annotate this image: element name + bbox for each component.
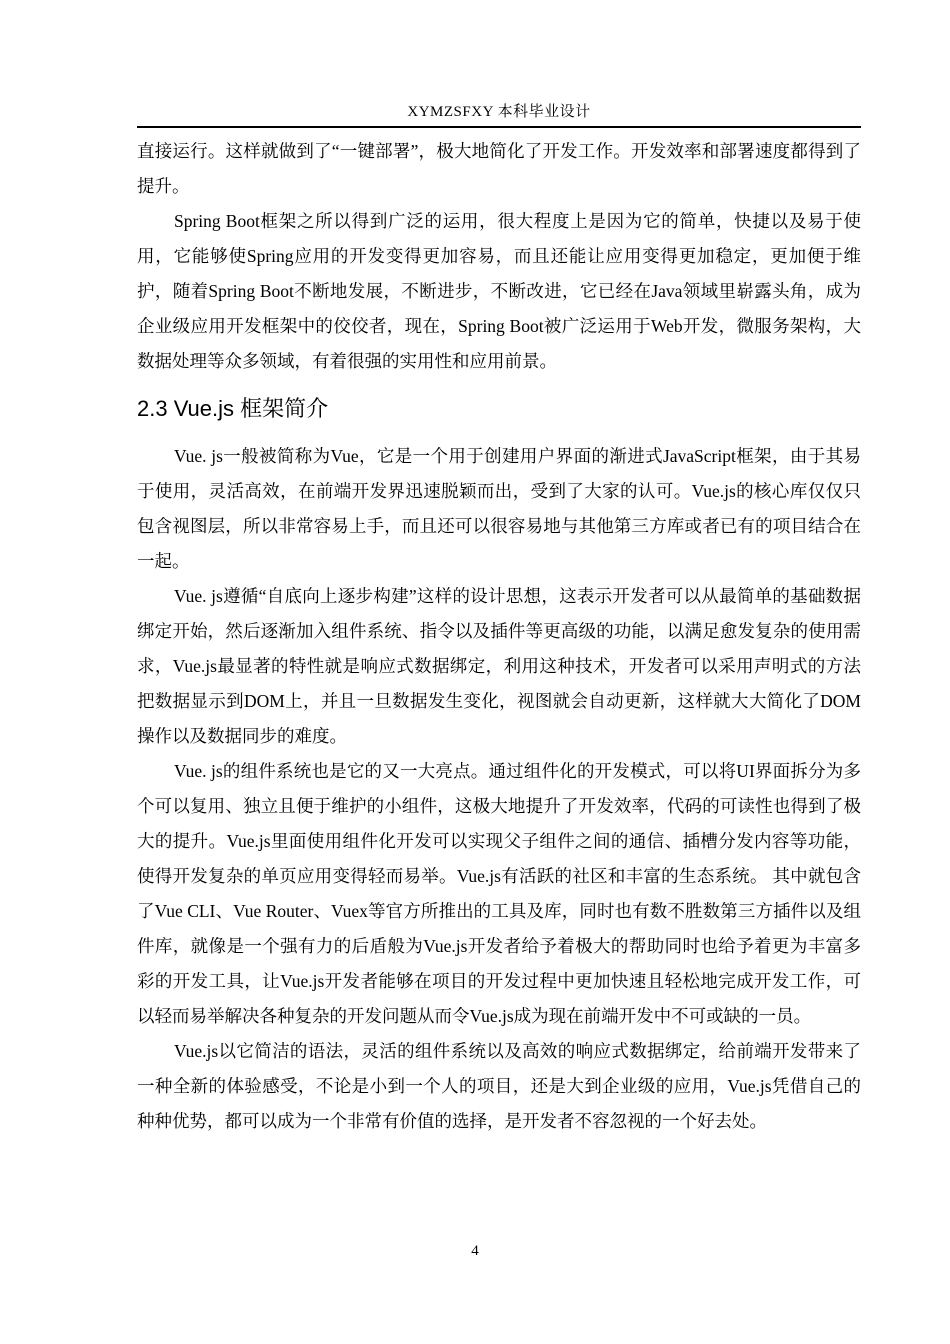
paragraph-vue-components: Vue. js的组件系统也是它的又一大亮点。通过组件化的开发模式，可以将UI界面拆分为多个可以复用、独立且便于维护的小组件，这极大地提升了开发效率，代码的可读性也得到了极大的提升。Vue.js里面使用组件化开发可以实现父子组件之间的通信、插槽分发内容等功能，使得开发复杂的单页应用变得轻而易举。Vue.js有活跃的社区和丰富的生态系统。 其中就包含了Vue CLI、Vue Router、Vuex等官方所推出的工具及库，同时也有数不胜数第三方插件以及组件库，就像是一个强有力的后盾般为Vue.js开发者给予着极大的帮助同时也给予着更为丰富多彩的开发工具，让Vue.js开发者能够在项目的开发过程中更加快速且轻松地完成开发工作，可以轻而易举解决各种复杂的开发问题从而令Vue.js成为现在前端开发中不可或缺的一员。 — [137, 761, 861, 1026]
paragraph-vue-intro: Vue. js一般被简称为Vue，它是一个用于创建用户界面的渐进式JavaScript框架，由于其易于使用，灵活高效，在前端开发界迅速脱颖而出，受到了大家的认可。Vue.js的核心库仅仅只包含视图层，所以非常容易上手，而且还可以很容易地与其他第三方库或者已有的项目结合在一起。 — [137, 446, 861, 571]
paragraph-vue-design: Vue. js遵循“自底向上逐步构建”这样的设计思想，这表示开发者可以从最简单的基础数据绑定开始，然后逐渐加入组件系统、指令以及插件等更高级的功能，以满足愈发复杂的使用需求，Vue.js最显著的特性就是响应式数据绑定，利用这种技术，开发者可以采用声明式的方法把数据显示到DOM上，并且一旦数据发生变化，视图就会自动更新，这样就大大简化了DOM操作以及数据同步的难度。 — [137, 586, 861, 746]
page-header: XYMZSFXY 本科毕业设计 — [407, 104, 591, 120]
paragraph-spring-boot: Spring Boot框架之所以得到广泛的运用，很大程度上是因为它的简单，快捷以及易于使用，它能够使Spring应用的开发变得更加容易，而且还能让应用变得更加稳定，更加便于维护，随着Spring Boot不断地发展，不断进步，不断改进，它已经在Java领域里崭露头角，成为企业级应用开发框架中的佼佼者，现在，Spring Boot被广泛运用于Web开发，微服务架构，大数据处理等众多领域，有着很强的实用性和应用前景。 — [137, 211, 861, 371]
section-heading: 2.3 Vue.js 框架简介 — [137, 396, 329, 421]
page-body — [137, 134, 861, 1139]
page-number: 4 — [471, 1243, 479, 1259]
paragraph-vue-summary: Vue.js以它简洁的语法，灵活的组件系统以及高效的响应式数据绑定，给前端开发带来了一种全新的体验感受，不论是小到一个人的项目，还是大到企业级的应用，Vue.js凭借自己的种种优势，都可以成为一个非常有价值的选择，是开发者不容忽视的一个好去处。 — [137, 1041, 861, 1131]
header-divider — [137, 126, 861, 128]
paragraph-continuation: 直接运行。这样就做到了“一键部署”，极大地简化了开发工作。开发效率和部署速度都得到了提升。 — [137, 141, 861, 196]
